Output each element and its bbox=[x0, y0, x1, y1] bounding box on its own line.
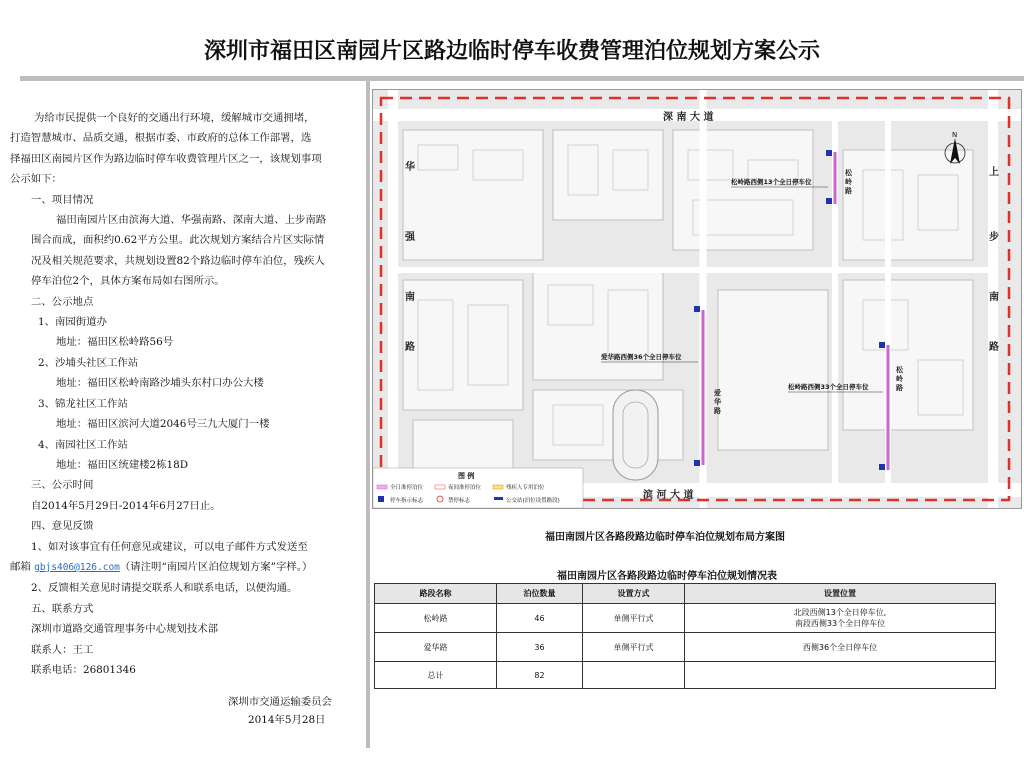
road-label-shangbu: 南 bbox=[989, 292, 999, 303]
email-suffix: （请注明“南园片区泊位规划方案”字样。） bbox=[119, 560, 313, 573]
table-row bbox=[375, 604, 996, 633]
road-label-shangbu: 上 bbox=[989, 167, 999, 178]
site-address: 地址：福田区统建楼2栋18D bbox=[56, 458, 189, 471]
cell-mode: 单侧平行式 bbox=[583, 604, 685, 633]
legend-item: 停车指示标志 bbox=[390, 498, 424, 504]
intro-line: 打造智慧城市、品质交通，根据市委、市政府的总体工作部署，选 bbox=[10, 132, 312, 145]
cell-mode: 单侧平行式 bbox=[583, 633, 685, 662]
callout-songling-north: 松岭路西侧13个全日停车位 bbox=[731, 178, 812, 186]
site-name: 4、南园社区工作站 bbox=[38, 438, 128, 451]
section-title-period: 三、公示时间 bbox=[31, 479, 94, 492]
table-header: 设置方式 bbox=[583, 584, 685, 604]
road-label-shennan: 深 南 大 道 bbox=[663, 112, 714, 123]
road-label-aihua: 华 bbox=[714, 398, 721, 406]
road-label-shangbu: 路 bbox=[989, 342, 999, 353]
project-line: 围合而成，面积约0.62平方公里。此次规划方案结合片区实际情 bbox=[31, 234, 325, 247]
cell-empty bbox=[685, 662, 996, 689]
legend-swatch-disabled bbox=[493, 485, 503, 489]
email-link[interactable]: gbjs406@126.com bbox=[34, 561, 120, 573]
table-header-row bbox=[375, 584, 996, 604]
legend-swatch-night bbox=[435, 485, 445, 489]
road-label-songling: 岭 bbox=[896, 375, 903, 383]
bus-stop-icon bbox=[494, 497, 503, 500]
site-name: 1、南园街道办 bbox=[38, 316, 107, 329]
signature-date: 2014年5月28日 bbox=[248, 714, 326, 726]
site-name: 3、锦龙社区工作站 bbox=[38, 397, 128, 410]
intro-line: 择福田区南园片区作为路边临时停车收费管理片区之一，该规划事项 bbox=[10, 152, 322, 165]
road-label-huaqiang: 路 bbox=[405, 342, 415, 353]
intro-line: 为给市民提供一个良好的交通出行环境，缓解城市交通拥堵， bbox=[34, 112, 315, 124]
road-label-binhe: 滨 河 大 道 bbox=[643, 490, 694, 501]
road-label-songling: 松 bbox=[845, 169, 852, 177]
email-prefix: 邮箱 bbox=[10, 560, 31, 573]
cell-road: 松岭路 bbox=[375, 604, 497, 633]
cell-total-label: 总计 bbox=[375, 662, 497, 689]
signature-org: 深圳市交通运输委员会 bbox=[228, 696, 332, 708]
column-divider bbox=[366, 81, 370, 748]
section-title-sites: 二、公示地点 bbox=[31, 295, 94, 308]
legend-item: 公交站(泊位设置路段) bbox=[506, 498, 560, 504]
feedback-line: 1、如对该事宜有任何意见或建议，可以电子邮件方式发送至 bbox=[31, 540, 308, 553]
table-caption: 福田南园片区各路段路边临时停车泊位规划情况表 bbox=[557, 571, 777, 582]
section-title-contact: 五、联系方式 bbox=[31, 602, 94, 615]
road-label-huaqiang: 强 bbox=[405, 232, 415, 243]
table-header: 泊位数量 bbox=[497, 584, 583, 604]
road-label-songling: 岭 bbox=[845, 178, 852, 186]
sports-track bbox=[613, 390, 658, 480]
map-caption: 福田南园片区各路段路边临时停车泊位规划布局方案图 bbox=[545, 532, 785, 543]
road-label-songling: 路 bbox=[845, 187, 852, 195]
table-header: 设置位置 bbox=[685, 584, 996, 604]
cell-position bbox=[685, 604, 996, 633]
cell-count: 36 bbox=[497, 633, 583, 662]
legend-item: 全日准停泊位 bbox=[390, 485, 424, 491]
intro-line: 公示如下： bbox=[10, 173, 62, 186]
table-header: 路段名称 bbox=[375, 584, 497, 604]
road-label-aihua: 爱 bbox=[714, 389, 721, 397]
section-title-feedback: 四、意见反馈 bbox=[31, 520, 94, 533]
position-line: 北段西侧13个全日停车位, bbox=[793, 608, 887, 617]
legend-item: 禁停标志 bbox=[448, 498, 471, 504]
project-line: 福田南园片区由滨海大道、华强南路、深南大道、上步南路 bbox=[56, 214, 327, 227]
road-label-huaqiang: 南 bbox=[405, 292, 415, 303]
cell-count: 46 bbox=[497, 604, 583, 633]
contact-person: 联系人：王工 bbox=[31, 643, 94, 656]
parking-sign-icon bbox=[378, 496, 384, 502]
cell-position bbox=[685, 633, 996, 662]
site-address: 地址：福田区松岭南路沙埔头东村口办公大楼 bbox=[56, 377, 264, 390]
feedback-line: 2、反馈相关意见时请提交联系人和联系电话，以便沟通。 bbox=[31, 582, 298, 595]
road-label-huaqiang: 华 bbox=[405, 162, 415, 173]
period-text: 自2014年5月29日-2014年6月27日止。 bbox=[31, 499, 221, 512]
north-label: N bbox=[952, 131, 958, 139]
title-divider bbox=[20, 76, 1024, 81]
table-total-row bbox=[375, 662, 996, 689]
table-row bbox=[375, 633, 996, 662]
feedback-email-line bbox=[10, 557, 355, 578]
section-title-project: 一、项目情况 bbox=[31, 193, 94, 206]
planning-map bbox=[372, 89, 1022, 509]
site-address: 地址：福田区滨河大道2046号三九大厦门一楼 bbox=[56, 418, 270, 431]
cell-empty bbox=[583, 662, 685, 689]
berth-table bbox=[374, 583, 996, 689]
contact-phone: 联系电话：26801346 bbox=[31, 663, 136, 676]
road-label-songling: 路 bbox=[896, 384, 903, 392]
project-line: 停车泊位2个，具体方案布局如右图所示。 bbox=[31, 275, 225, 288]
position-line: 南段西侧33个全日停车位 bbox=[794, 619, 886, 628]
site-address: 地址：福田区松岭路56号 bbox=[56, 336, 174, 349]
cell-total-count: 82 bbox=[497, 662, 583, 689]
callout-songling-south: 松岭路西侧33个全日停车位 bbox=[788, 383, 869, 391]
signature-block bbox=[228, 693, 332, 729]
notice-text bbox=[10, 108, 355, 680]
legend-title: 图 例 bbox=[458, 472, 475, 480]
road-label-shangbu: 步 bbox=[989, 232, 999, 243]
cell-road: 爱华路 bbox=[375, 633, 497, 662]
site-name: 2、沙埔头社区工作站 bbox=[38, 356, 139, 369]
legend-item: 夜间准停泊位 bbox=[448, 485, 482, 491]
legend-swatch-allday bbox=[377, 485, 387, 489]
road-label-aihua: 路 bbox=[714, 407, 721, 415]
legend-item: 残疾人专用泊位 bbox=[506, 485, 545, 491]
contact-org: 深圳市道路交通管理事务中心规划技术部 bbox=[31, 623, 219, 636]
project-line: 况及相关规范要求，共规划设置82个路边临时停车泊位，残疾人 bbox=[31, 254, 325, 267]
callout-aihua: 爱华路西侧36个全日停车位 bbox=[601, 353, 682, 361]
page-title: 深圳市福田区南园片区路边临时停车收费管理泊位规划方案公示 bbox=[203, 39, 820, 64]
road-label-songling: 松 bbox=[896, 366, 903, 374]
position-line: 西侧36个全日停车位 bbox=[802, 642, 878, 652]
